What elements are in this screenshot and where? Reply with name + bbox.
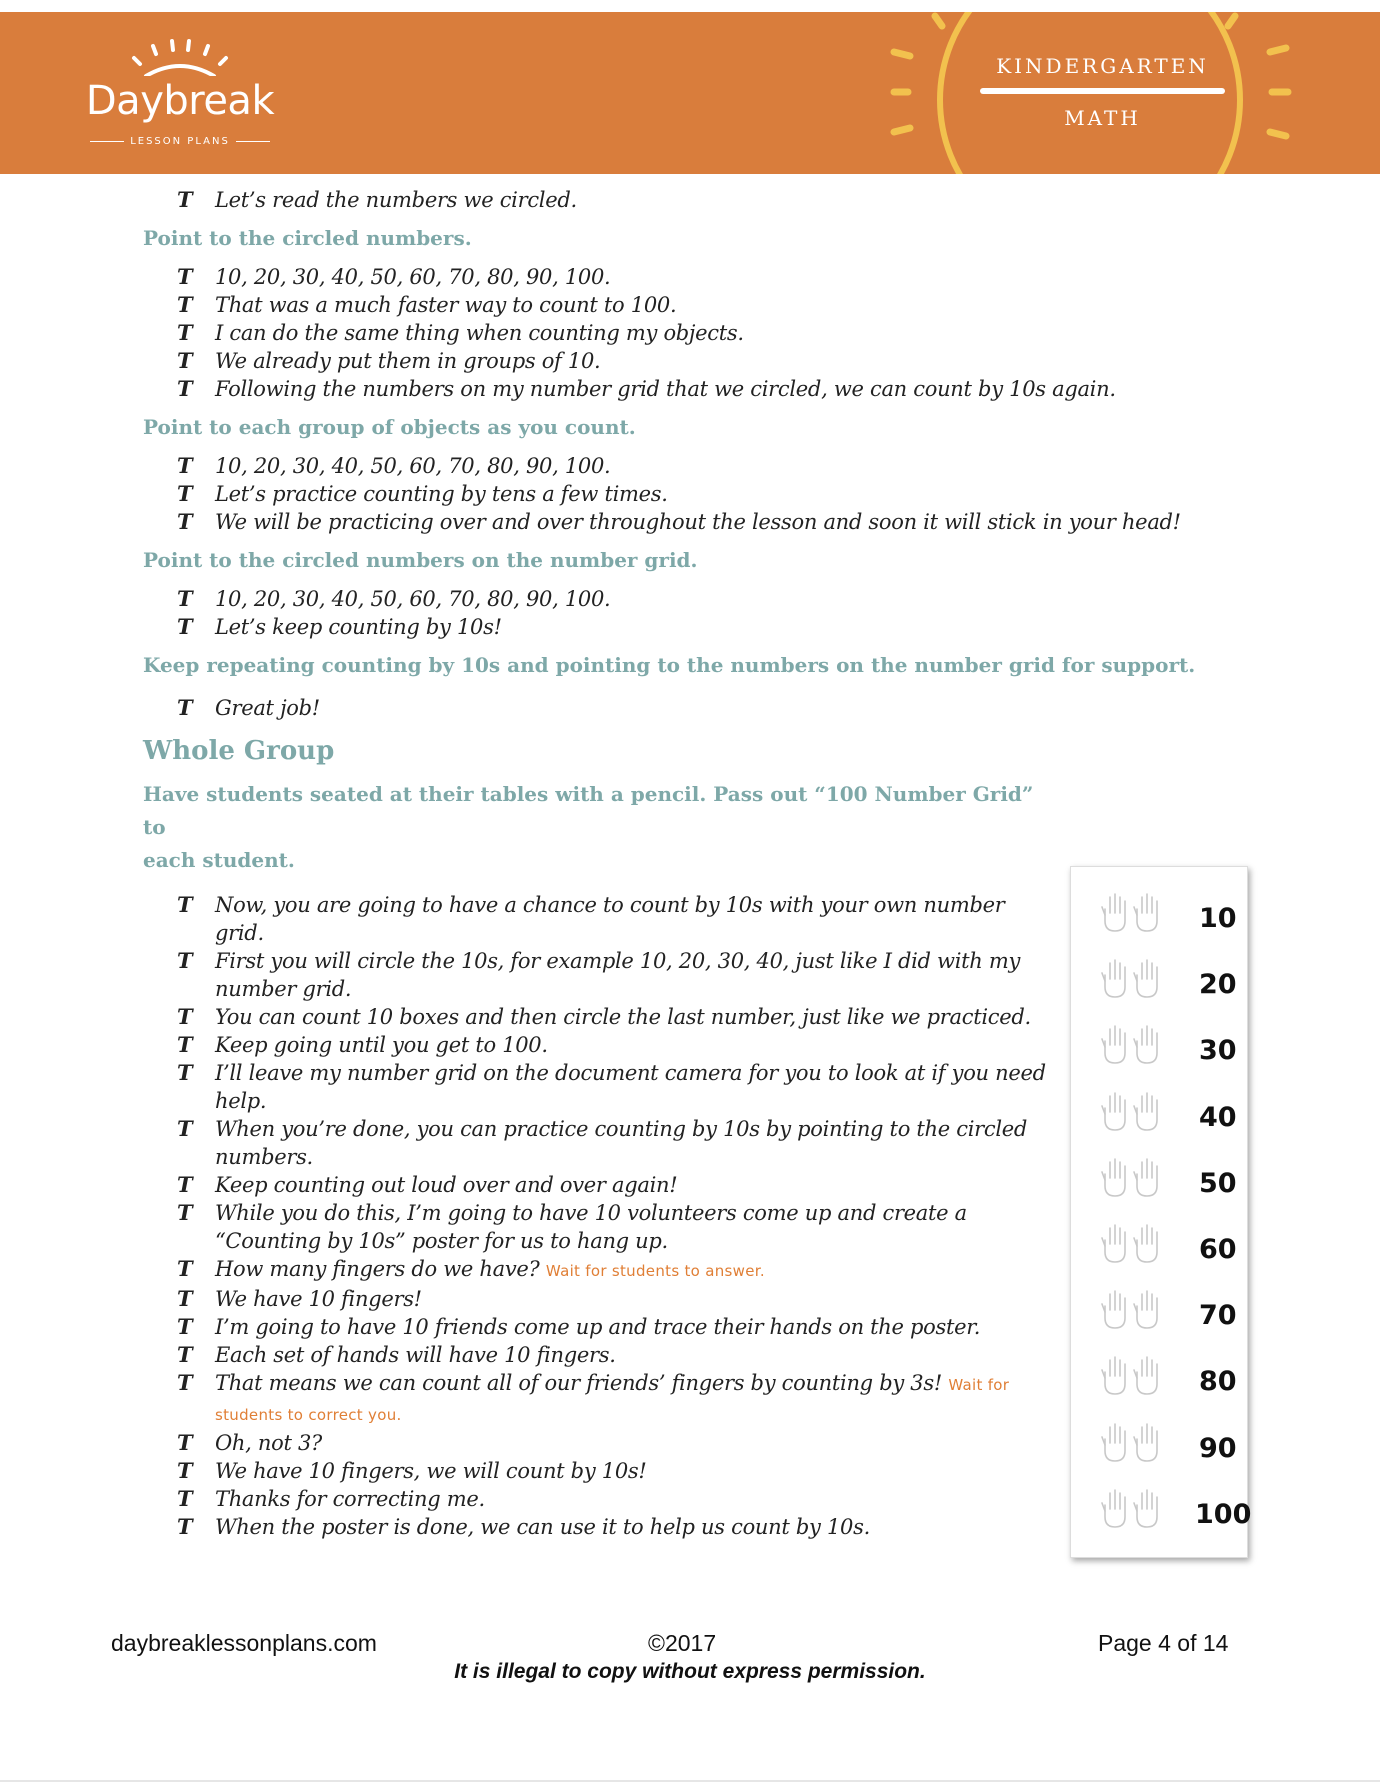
poster-number: 10 xyxy=(1199,903,1237,934)
line-text: That means we can count all of our friends’ fingers by counting by 3s! xyxy=(215,1371,942,1395)
instruction-note: Wait for students to answer. xyxy=(545,1262,765,1280)
teacher-line-text xyxy=(215,1003,1031,1031)
teacher-line xyxy=(143,347,1203,375)
hands-icon xyxy=(1101,1354,1165,1398)
teacher-line-text xyxy=(215,613,502,641)
teacher-line-text xyxy=(215,375,1116,403)
line-text: When you’re done, you can practice counting by 10s by pointing to the circled xyxy=(215,1117,1028,1141)
hands-icon xyxy=(1101,957,1165,1001)
line-text: Each set of hands will have 10 fingers. xyxy=(215,1343,616,1367)
teacher-line-text xyxy=(215,291,676,319)
teacher-lines-group xyxy=(143,694,1203,722)
teacher-line-text xyxy=(215,1255,765,1285)
line-text: While you do this, I’m going to have 10 volunteers come up and create a xyxy=(215,1201,967,1225)
teacher-line xyxy=(143,1457,1063,1485)
teacher-line xyxy=(143,1199,1063,1255)
teacher-line xyxy=(143,480,1203,508)
line-text: “Counting by 10s” poster for us to hang up. xyxy=(215,1229,668,1253)
direction-number-grid: Point to the circled numbers on the number grid. xyxy=(143,548,698,572)
direction-seated xyxy=(143,778,1043,877)
teacher-marker: T xyxy=(177,1458,193,1483)
teacher-line xyxy=(143,291,1203,319)
teacher-line xyxy=(143,1255,1063,1285)
teacher-marker: T xyxy=(177,1430,193,1455)
teacher-line xyxy=(143,1485,1063,1513)
teacher-line xyxy=(143,1341,1063,1369)
line-text: Following the numbers on my number grid that we circled, we can count by 10s again. xyxy=(215,377,1116,401)
teacher-line xyxy=(143,1003,1063,1031)
teacher-line-text xyxy=(215,947,1020,1003)
teacher-marker: T xyxy=(177,614,193,639)
hands-icon xyxy=(1101,1421,1165,1465)
poster-number: 60 xyxy=(1199,1234,1237,1265)
teacher-marker: T xyxy=(177,509,193,534)
teacher-marker: T xyxy=(177,948,193,973)
teacher-marker: T xyxy=(177,586,193,611)
line-text: grid. xyxy=(215,921,264,945)
teacher-line-text xyxy=(215,1341,616,1369)
teacher-lines-group xyxy=(143,452,1203,536)
teacher-line xyxy=(143,1171,1063,1199)
poster-row xyxy=(1101,1154,1247,1204)
lesson-content xyxy=(143,186,1203,1541)
teacher-marker: T xyxy=(177,1286,193,1311)
teacher-line xyxy=(143,1429,1063,1457)
line-text: 10, 20, 30, 40, 50, 60, 70, 80, 90, 100. xyxy=(215,454,611,478)
teacher-marker: T xyxy=(177,348,193,373)
teacher-line xyxy=(143,585,1203,613)
line-text: That was a much faster way to count to 100. xyxy=(215,293,677,317)
teacher-marker: T xyxy=(177,1514,193,1539)
line-text: Great job! xyxy=(215,696,320,720)
teacher-line-text xyxy=(215,1457,647,1485)
teacher-lines-group xyxy=(143,263,1203,403)
footer-page-number: Page 4 of 14 xyxy=(1098,1630,1229,1656)
teacher-line-text xyxy=(215,186,577,214)
teacher-marker: T xyxy=(177,1256,193,1281)
teacher-marker: T xyxy=(177,892,193,917)
poster-row xyxy=(1101,1021,1247,1071)
teacher-line-text xyxy=(215,1369,1009,1429)
direction-line: Have students seated at their tables with a pencil. Pass out “100 Number Grid” to xyxy=(143,782,1034,839)
logo-subtitle: LESSON PLANS xyxy=(70,136,290,147)
line-text: We have 10 fingers, we will count by 10s! xyxy=(215,1459,647,1483)
grade-subject-box xyxy=(980,54,1225,130)
teacher-line-text xyxy=(215,480,668,508)
logo-wordmark: Daybreak xyxy=(85,78,275,124)
teacher-marker: T xyxy=(177,1314,193,1339)
line-text: Let’s practice counting by tens a few times. xyxy=(215,482,668,506)
teacher-line-text xyxy=(215,1485,485,1513)
page-header xyxy=(0,12,1380,174)
line-text: Thanks for correcting me. xyxy=(215,1487,485,1511)
line-text: Now, you are going to have a chance to count by 10s with your own number xyxy=(215,893,1005,917)
teacher-line-text xyxy=(215,452,610,480)
teacher-line xyxy=(143,375,1203,403)
poster-row xyxy=(1101,1352,1247,1402)
instruction-note: Wait for xyxy=(948,1376,1010,1394)
teacher-marker: T xyxy=(177,1486,193,1511)
line-text: Let’s keep counting by 10s! xyxy=(215,615,502,639)
line-text: help. xyxy=(215,1089,267,1113)
teacher-marker: T xyxy=(177,320,193,345)
teacher-line-text xyxy=(215,694,320,722)
teacher-line xyxy=(143,186,1203,214)
direction-circled-numbers: Point to the circled numbers. xyxy=(143,226,472,250)
poster-row xyxy=(1101,1286,1247,1336)
poster-number: 100 xyxy=(1195,1498,1252,1530)
teacher-line xyxy=(143,1513,1063,1541)
poster-number: 20 xyxy=(1199,969,1237,1001)
teacher-marker: T xyxy=(177,695,193,720)
teacher-line xyxy=(143,263,1203,291)
teacher-line xyxy=(143,452,1203,480)
line-text: First you will circle the 10s, for example 10, 20, 30, 40, just like I did with my xyxy=(215,949,1021,973)
teacher-line xyxy=(143,947,1063,1003)
teacher-line xyxy=(143,319,1203,347)
teacher-marker: T xyxy=(177,1172,193,1197)
teacher-line-text xyxy=(215,1171,677,1199)
line-text: Keep counting out loud over and over again! xyxy=(215,1173,678,1197)
teacher-line-text xyxy=(215,263,610,291)
teacher-line xyxy=(143,1369,1063,1429)
teacher-lines-group xyxy=(143,585,1203,641)
poster-number: 90 xyxy=(1199,1432,1237,1464)
poster-row xyxy=(1101,889,1247,939)
line-text: Keep going until you get to 100. xyxy=(215,1033,548,1057)
teacher-line xyxy=(143,613,1203,641)
teacher-line-text xyxy=(215,1059,1046,1115)
divider xyxy=(980,88,1225,94)
daybreak-logo xyxy=(70,34,290,164)
teacher-marker: T xyxy=(177,292,193,317)
grade-label: KINDERGARTEN xyxy=(996,54,1209,78)
teacher-line-text xyxy=(215,319,744,347)
teacher-line-text xyxy=(215,1031,548,1059)
line-text: We already put them in groups of 10. xyxy=(215,349,601,373)
direction-keep-repeating: Keep repeating counting by 10s and pointing to the numbers on the number grid for support. xyxy=(143,653,1196,677)
teacher-line xyxy=(143,891,1063,947)
poster-number: 80 xyxy=(1199,1366,1237,1398)
teacher-marker: T xyxy=(177,1032,193,1057)
hands-icon xyxy=(1101,1288,1165,1332)
line-text: number grid. xyxy=(215,977,352,1001)
hands-icon xyxy=(1101,1156,1165,1200)
hands-icon xyxy=(1101,891,1165,935)
line-text: numbers. xyxy=(215,1145,313,1169)
teacher-marker: T xyxy=(177,264,193,289)
sunrise-icon xyxy=(118,34,242,76)
hands-icon xyxy=(1101,1487,1165,1531)
teacher-marker: T xyxy=(177,1116,193,1141)
teacher-marker: T xyxy=(177,1004,193,1029)
direction-each-group: Point to each group of objects as you count. xyxy=(143,415,636,439)
teacher-line xyxy=(143,1313,1063,1341)
teacher-marker: T xyxy=(177,481,193,506)
teacher-line-text xyxy=(215,1513,870,1541)
counting-poster-image xyxy=(1070,866,1252,1558)
teacher-line xyxy=(143,1115,1063,1171)
footer-site: daybreaklessonplans.com xyxy=(111,1630,377,1656)
line-text: We have 10 fingers! xyxy=(215,1287,422,1311)
line-text: We will be practicing over and over throughout the lesson and soon it will stick in your head! xyxy=(215,510,1181,534)
line-text: Oh, not 3? xyxy=(215,1431,322,1455)
footer-warning: It is illegal to copy without express permission. xyxy=(454,1660,926,1683)
line-text: 10, 20, 30, 40, 50, 60, 70, 80, 90, 100. xyxy=(215,587,611,611)
line-text: When the poster is done, we can use it to help us count by 10s. xyxy=(215,1515,870,1539)
hands-icon xyxy=(1101,1023,1165,1067)
poster-row xyxy=(1101,1485,1252,1535)
hands-icon xyxy=(1101,1090,1165,1134)
teacher-line-text xyxy=(215,508,1181,536)
poster-row xyxy=(1101,955,1247,1005)
teacher-line-text xyxy=(215,1429,322,1457)
subject-label: MATH xyxy=(1064,106,1141,130)
teacher-line xyxy=(143,694,1203,722)
teacher-line-text xyxy=(215,347,600,375)
line-text: I can do the same thing when counting my objects. xyxy=(215,321,744,345)
teacher-line-text xyxy=(215,585,610,613)
teacher-lines-group xyxy=(143,186,1203,214)
poster-number: 50 xyxy=(1199,1167,1237,1199)
footer-copyright: ©2017 xyxy=(648,1630,717,1656)
teacher-line-text xyxy=(215,1115,1027,1171)
teacher-marker: T xyxy=(177,1200,193,1225)
teacher-marker: T xyxy=(177,1060,193,1085)
teacher-line xyxy=(143,1059,1063,1115)
poster-row xyxy=(1101,1419,1247,1469)
poster-number: 40 xyxy=(1199,1101,1237,1133)
line-text: I’m going to have 10 friends come up and trace their hands on the poster. xyxy=(215,1315,981,1339)
teacher-line-text xyxy=(215,891,1004,947)
poster-number: 30 xyxy=(1199,1035,1237,1067)
teacher-line-text xyxy=(215,1313,980,1341)
teacher-line xyxy=(143,1285,1063,1313)
poster-row xyxy=(1101,1220,1247,1270)
teacher-marker: T xyxy=(177,376,193,401)
teacher-marker: T xyxy=(177,453,193,478)
teacher-marker: T xyxy=(177,187,193,212)
teacher-marker: T xyxy=(177,1342,193,1367)
whole-group-lines xyxy=(143,891,1063,1541)
line-text: How many fingers do we have? xyxy=(215,1257,540,1281)
teacher-marker: T xyxy=(177,1370,193,1395)
direction-line: each student. xyxy=(143,848,295,872)
section-title: Whole Group xyxy=(143,736,335,766)
line-text: I’ll leave my number grid on the document camera for you to look at if you need xyxy=(215,1061,1046,1085)
teacher-line xyxy=(143,1031,1063,1059)
line-text: Let’s read the numbers we circled. xyxy=(215,188,577,212)
line-text: 10, 20, 30, 40, 50, 60, 70, 80, 90, 100. xyxy=(215,265,611,289)
line-text: You can count 10 boxes and then circle the last number, just like we practiced. xyxy=(215,1005,1031,1029)
poster-row xyxy=(1101,1088,1247,1138)
hands-icon xyxy=(1101,1222,1165,1266)
poster-number: 70 xyxy=(1199,1300,1237,1332)
teacher-line-text xyxy=(215,1199,967,1255)
teacher-line xyxy=(143,508,1203,536)
teacher-line-text xyxy=(215,1285,422,1313)
page-bottom-rule xyxy=(0,1780,1380,1782)
instruction-note: students to correct you. xyxy=(215,1406,402,1424)
